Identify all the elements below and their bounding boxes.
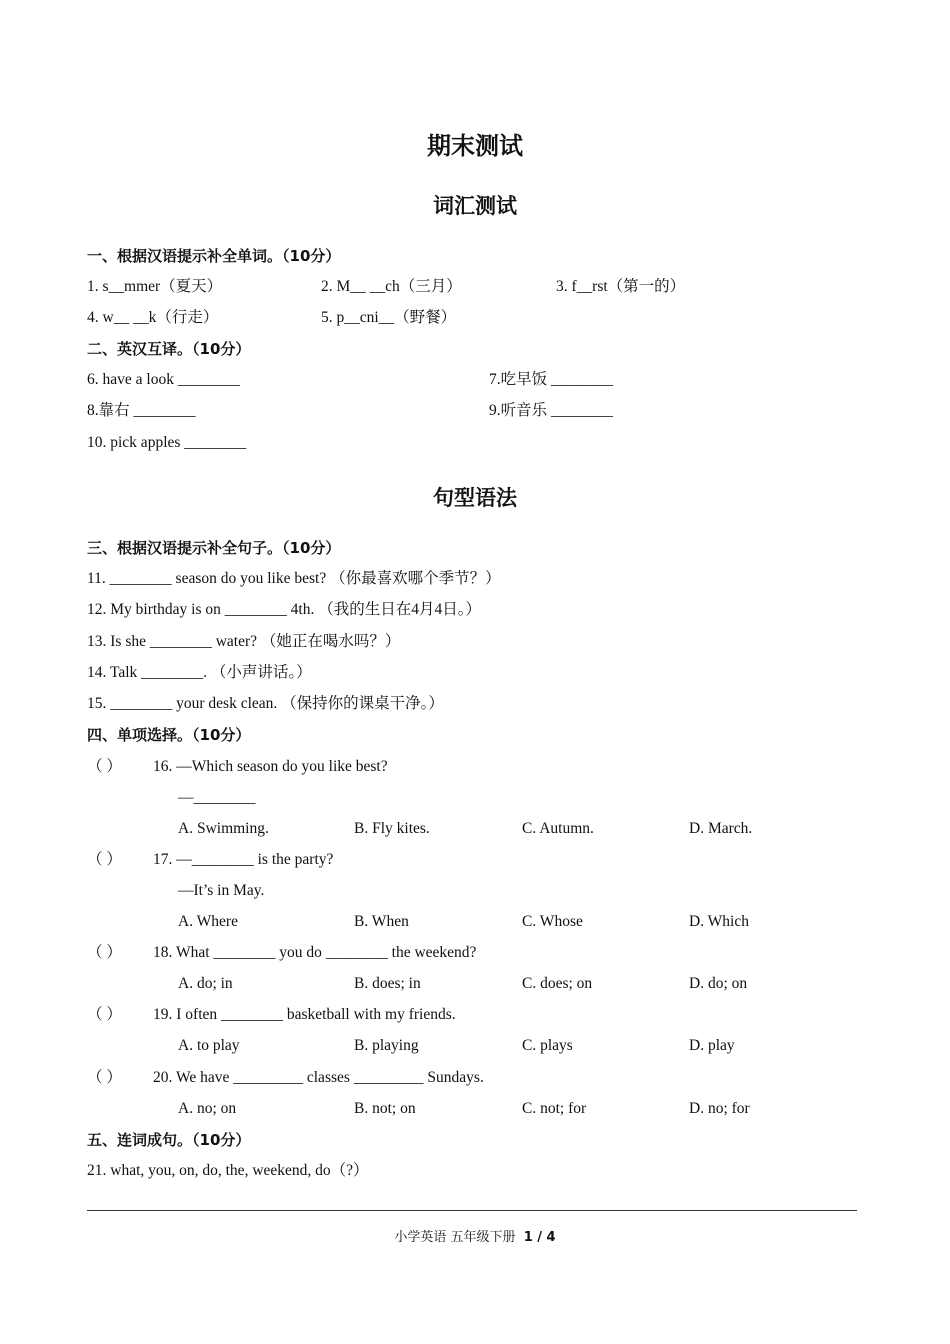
question-item: 11. ________ season do you like best? （你最喜欢哪个季节？） xyxy=(87,570,501,587)
question-stem: 20. We have _________ classes _________ Sundays. xyxy=(153,1069,484,1086)
question-item: 6. have a look ________ xyxy=(87,371,240,388)
option-b: B. Fly kites. xyxy=(354,820,430,837)
option-d: D. Which xyxy=(689,913,749,930)
section-heading: 二、英汉互译。（10分） xyxy=(87,340,251,358)
question-item: 14. Talk ________. （小声讲话。） xyxy=(87,664,312,681)
option-a: A. to play xyxy=(178,1037,240,1054)
answer-paren: （ ） xyxy=(87,1006,122,1023)
section-heading: 三、根据汉语提示补全句子。（10分） xyxy=(87,539,341,557)
option-c: C. not; for xyxy=(522,1100,587,1117)
answer-paren: （ ） xyxy=(87,1069,122,1086)
question-item: 5. p__cni__（野餐） xyxy=(321,309,457,326)
footer-text: 小学英语 五年级下册 xyxy=(394,1230,516,1245)
section-heading: 四、单项选择。（10分） xyxy=(87,726,251,744)
page-number: 1 / 4 xyxy=(523,1230,556,1245)
question-item: 8.靠右 ________ xyxy=(87,402,196,419)
option-c: C. Autumn. xyxy=(522,820,594,837)
question-item: 2. M__ __ch（三月） xyxy=(321,278,462,295)
option-b: B. not; on xyxy=(354,1100,416,1117)
question-stem: 17. —________ is the party? xyxy=(153,851,334,868)
question-item: 12. My birthday is on ________ 4th. （我的生日在4月4日。） xyxy=(87,601,481,618)
question-stem: 19. I often ________ basketball with my friends. xyxy=(153,1006,456,1023)
answer-paren: （ ） xyxy=(87,851,122,868)
option-a: A. Swimming. xyxy=(178,820,269,837)
option-c: C. Whose xyxy=(522,913,583,930)
page-title: 期末测试 xyxy=(427,132,523,160)
section-heading: 五、连词成句。（10分） xyxy=(87,1131,251,1149)
option-a: A. no; on xyxy=(178,1100,237,1117)
option-a: A. do; in xyxy=(178,975,233,992)
question-item: 3. f__rst（第一的） xyxy=(556,278,686,295)
question-item: 21. what, you, on, do, the, weekend, do（?） xyxy=(87,1162,369,1179)
option-b: B. playing xyxy=(354,1037,419,1054)
option-c: C. plays xyxy=(522,1037,573,1054)
option-d: D. play xyxy=(689,1037,735,1054)
question-item: 13. Is she ________ water? （她正在喝水吗？） xyxy=(87,633,401,650)
footer-divider xyxy=(87,1210,857,1211)
option-d: D. no; for xyxy=(689,1100,750,1117)
question-item: 15. ________ your desk clean. （保持你的课桌干净。） xyxy=(87,695,444,712)
answer-paren: （ ） xyxy=(87,758,122,775)
question-item: 4. w__ __k（行走） xyxy=(87,309,219,326)
answer-paren: （ ） xyxy=(87,944,122,961)
grammar-section-title: 句型语法 xyxy=(433,486,517,510)
question-item: 9.听音乐 ________ xyxy=(489,402,614,419)
question-line: —________ xyxy=(178,789,256,806)
option-b: B. does; in xyxy=(354,975,421,992)
option-a: A. Where xyxy=(178,913,238,930)
question-line: —It’s in May. xyxy=(178,882,265,899)
option-c: C. does; on xyxy=(522,975,593,992)
page-footer xyxy=(0,1226,950,1245)
option-d: D. do; on xyxy=(689,975,748,992)
question-item: 10. pick apples ________ xyxy=(87,434,247,451)
section-heading: 一、根据汉语提示补全单词。（10分） xyxy=(87,247,341,265)
question-stem: 16. —Which season do you like best? xyxy=(153,758,388,775)
question-item: 7.吃早饭 ________ xyxy=(489,371,614,388)
vocab-section-title: 词汇测试 xyxy=(433,194,517,218)
option-b: B. When xyxy=(354,913,409,930)
question-stem: 18. What ________ you do ________ the weekend? xyxy=(153,944,477,961)
question-item: 1. s__mmer（夏天） xyxy=(87,278,223,295)
option-d: D. March. xyxy=(689,820,753,837)
